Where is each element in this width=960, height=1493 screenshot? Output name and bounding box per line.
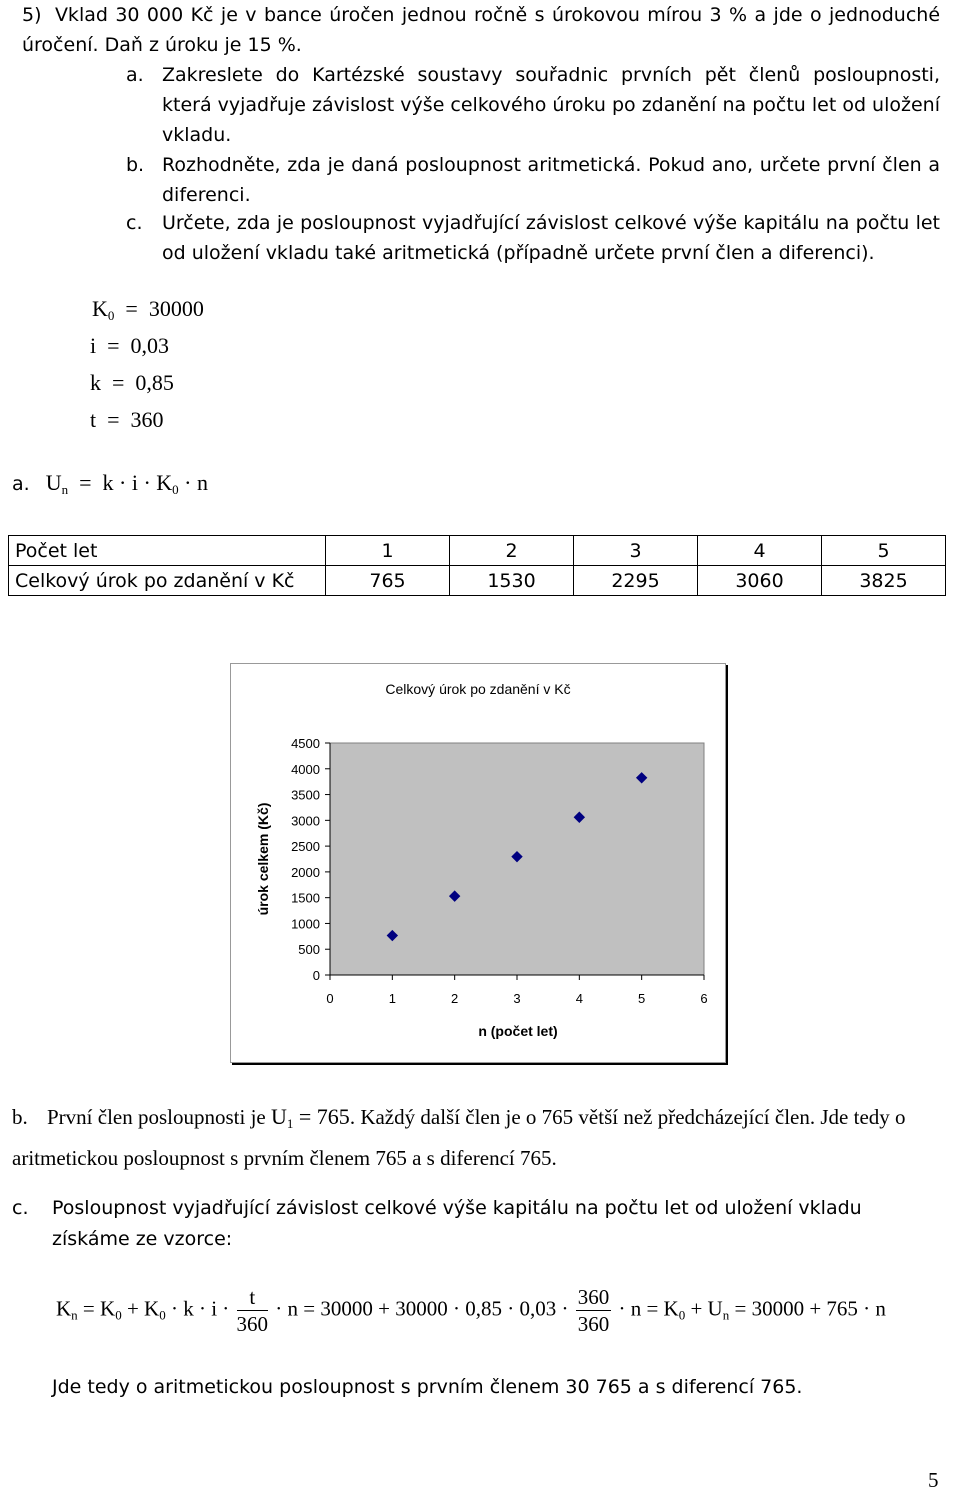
table-cell: 1530 [450,566,574,596]
page-number: 5 [928,1468,939,1492]
answer-b: b. První člen posloupnosti je $U_1 = 765$. Každý další člen je o 765 větší než předcházející člen. Jde tedy o aritmetickou posloupnost s prvním členem 765 a s diferencí 765. [12,1104,906,1170]
table-cell: 5 [822,536,946,566]
problem-intro [22,0,940,60]
problem-intro-text: Vklad 30 000 Kč je v bance úročen jednou ročně s úrokovou mírou 3 % a jde o jednoduché úročení. Daň z úroku je 15 %. [22,4,941,56]
table-header-interest: Celkový úrok po zdanění v Kč [9,566,326,596]
table-cell: 4 [698,536,822,566]
table-cell: 2 [450,536,574,566]
given-t: t = 360 [90,407,164,432]
table-cell: 3825 [822,566,946,596]
part-c-label: c. [126,212,143,234]
fraction-t-over-360: $\frac{t}{360}$ [236,1285,269,1336]
answer-b-text1: První člen posloupnosti je [47,1105,266,1129]
formula-a-label: a. [12,473,30,495]
part-a-label: a. [126,64,144,86]
table-row [9,566,946,596]
x-tick-label: 4 [575,991,583,1006]
x-tick-label: 1 [388,991,396,1006]
y-tick-label: 1500 [291,890,320,906]
table-cell: 3 [574,536,698,566]
y-tick-label: 3000 [291,813,320,829]
part-c [126,208,940,268]
answer-c-conclusion: Jde tedy o aritmetickou posloupnost s prvním členem 30 765 a s diferencí 765. [52,1376,803,1398]
x-tick-label: 6 [700,991,708,1006]
part-b [126,150,940,210]
table-cell: 1 [326,536,450,566]
answer-c [12,1193,912,1255]
problem-number: 5) [22,4,42,26]
answer-b-label: b. [12,1105,28,1129]
answer-c-label: c. [12,1197,29,1219]
scatter-chart [231,664,725,1062]
table-row [9,536,946,566]
table-cell: 2295 [574,566,698,596]
x-axis-label: n (počet let) [478,1023,558,1039]
part-c-text: Určete, zda je posloupnost vyjadřující závislost celkové výše kapitálu na počtu let od uložení vkladu také aritmetická (případně určete první člen a diferenci). [162,212,940,264]
x-tick-label: 3 [513,991,521,1006]
y-tick-label: 4000 [291,761,320,777]
part-b-text: Rozhodněte, zda je daná posloupnost aritmetická. Pokud ano, určete první člen a diferenci. [162,154,940,206]
formula-a: a. $U_n = k \cdot i \cdot K_0 \cdot n$ [12,470,208,497]
formula-c: $K_n = K_0 + K_0 \cdot k \cdot i$ · $\frac{t}{360}$ · n = 30000 + 30000 · 0,85 · 0,03 · $\frac{360}{360}$ · $n = K_0 + U_n = 30000 + 765 \cdot n$ [56,1285,886,1336]
x-tick-label: 5 [638,991,646,1006]
y-tick-label: 0 [312,968,320,983]
given-K0: $K_0 = 30000$ [92,296,204,323]
y-tick-label: 500 [298,942,320,958]
part-b-label: b. [126,154,145,176]
values-table [8,535,946,596]
fraction-360-over-360: $\frac{360}{360}$ [577,1285,610,1336]
given-k: k = 0,85 [90,370,174,395]
answer-c-text: Posloupnost vyjadřující závislost celkové výše kapitálu na počtu let od uložení vkladu získáme ze vzorce: [52,1197,862,1250]
table-cell: 3060 [698,566,822,596]
chart-title: Celkový úrok po zdanění v Kč [385,681,571,697]
x-tick-label: 2 [451,991,459,1006]
y-tick-label: 2000 [291,864,320,880]
x-tick-label: 0 [326,991,334,1006]
given-i: i = 0,03 [90,333,170,358]
y-tick-label: 2500 [291,839,320,855]
answer-b-text2: . Každý další člen je o 765 větší než předcházející člen. Jde tedy o aritmetickou posloupnost s prvním členem 765 a s diferencí 765. [12,1105,906,1170]
part-a-text: Zakreslete do Kartézské soustavy souřadnic prvních pět členů posloupnosti, která vyjadřuje závislost výše celkového úroku po zdanění na počtu let od uložení vkladu. [162,64,940,146]
chart-frame [230,663,726,1063]
y-axis-label: úrok celkem (Kč) [255,802,271,916]
y-tick-label: 1000 [291,916,320,932]
y-tick-label: 4500 [291,736,320,751]
table-cell: 765 [326,566,450,596]
y-tick-label: 3500 [291,787,320,803]
part-a [126,60,940,150]
table-header-years: Počet let [9,536,326,566]
